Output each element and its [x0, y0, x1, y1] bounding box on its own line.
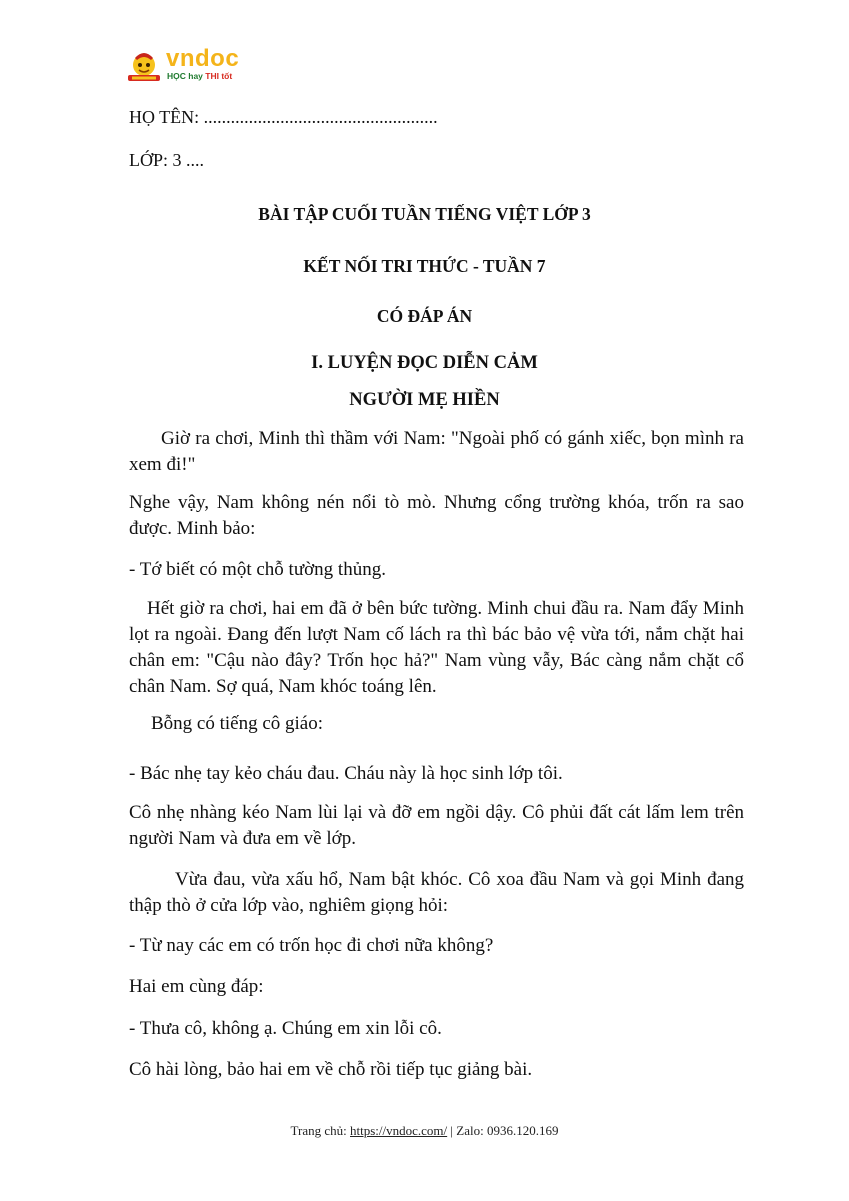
page-footer	[0, 1123, 849, 1139]
story-paragraph: Cô hài lòng, bảo hai em về chỗ rồi tiếp tục giảng bài.	[129, 1059, 533, 1080]
footer-zalo: Zalo: 0936.120.169	[456, 1123, 559, 1138]
story-paragraph: Cô nhẹ nhàng kéo Nam lùi lại và đỡ em ngồi dậy. Cô phủi đất cát lấm lem trên người Nam và đưa em về lớp.	[129, 802, 744, 849]
section-heading: I. LUYỆN ĐỌC DIỄN CẢM	[311, 353, 538, 373]
footer-separator: |	[447, 1123, 457, 1138]
story-title: NGƯỜI MẸ HIỀN	[349, 390, 500, 410]
answer-note: CÓ ĐÁP ÁN	[376, 306, 473, 326]
vndoc-logo	[126, 45, 256, 88]
doc-subtitle: KẾT NỐI TRI THỨC - TUẦN 7	[303, 256, 546, 276]
story-paragraph: Bỗng có tiếng cô giáo:	[151, 713, 324, 734]
mascot-icon	[126, 50, 162, 84]
story-paragraph: - Thưa cô, không ạ. Chúng em xin lỗi cô.	[129, 1018, 442, 1039]
story-paragraph: Hai em cùng đáp:	[129, 976, 264, 997]
story-paragraph: - Từ nay các em có trốn học đi chơi nữa không?	[129, 935, 494, 956]
class-field: LỚP: 3 ....	[129, 150, 205, 170]
story-paragraph: - Bác nhẹ tay kẻo cháu đau. Cháu này là học sinh lớp tôi.	[129, 763, 563, 784]
footer-home-label: Trang chủ:	[290, 1123, 351, 1138]
logo-tagline	[167, 71, 232, 81]
story-paragraph: Giờ ra chơi, Minh thì thầm với Nam: "Ngoài phố có gánh xiếc, bọn mình ra xem đi!"	[129, 428, 744, 475]
story-paragraph: Vừa đau, vừa xấu hổ, Nam bật khóc. Cô xoa đầu Nam và gọi Minh đang thập thò ở cửa lớp vào, nghiêm giọng hỏi:	[129, 869, 744, 916]
logo-tagline-part2: THI tốt	[205, 71, 233, 81]
story-paragraph: Nghe vậy, Nam không nén nổi tò mò. Nhưng cổng trường khóa, trốn ra sao được. Minh bảo:	[129, 492, 744, 539]
story-paragraph: Hết giờ ra chơi, hai em đã ở bên bức tường. Minh chui đầu ra. Nam đẩy Minh lọt ra ngoài. Đang đến lượt Nam cố lách ra thì bác bảo vệ vừa tới, nắm chặt hai chân em: "Cậu nào đây? Trốn học hả?" Nam vùng vẫy, Bác càng nắm chặt cổ chân Nam. Sợ quá, Nam khóc toáng lên.	[129, 598, 744, 697]
logo-brand: vndoc	[166, 45, 240, 72]
footer-home-link[interactable]: https://vndoc.com/	[350, 1123, 448, 1138]
story-paragraph: - Tớ biết có một chỗ tường thủng.	[129, 559, 386, 580]
doc-title: BÀI TẬP CUỐI TUẦN TIẾNG VIỆT LỚP 3	[258, 204, 591, 224]
logo-tagline-part1: HỌC hay	[167, 71, 203, 81]
student-name-field: HỌ TÊN: ....................................................	[129, 107, 438, 127]
